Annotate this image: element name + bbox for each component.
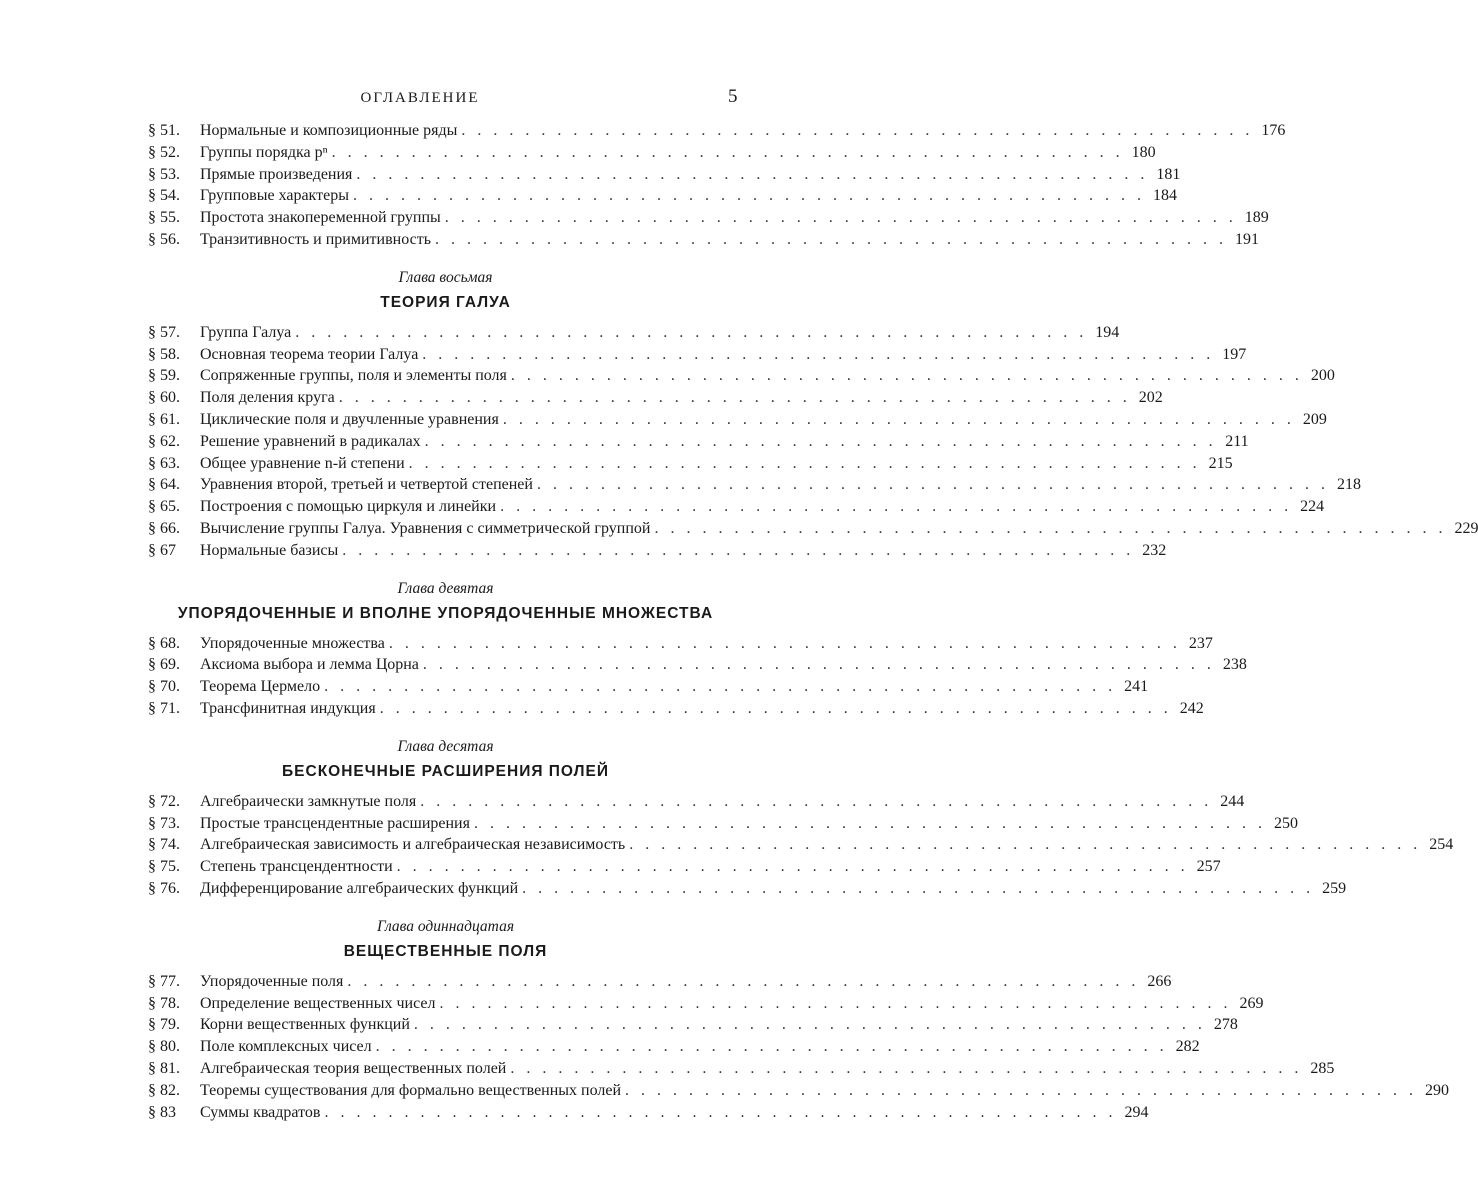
- toc-chapter-block: [148, 917, 1450, 1126]
- dot-leader: . . . . . . . . . . . . . . . . . . . . . . . . . . . . . . . . . . . . . . . . . . . . . . . . . .: [379, 699, 1172, 717]
- chapter-subtitle: Глава десятая: [397, 737, 494, 755]
- toc-entry[interactable]: [148, 122, 1286, 144]
- section-number: § 72.: [148, 792, 180, 810]
- section-number: § 63.: [148, 454, 180, 472]
- section-number: § 83: [148, 1103, 176, 1121]
- section-title: Решение уравнений в радикалах: [200, 432, 421, 450]
- section-page-number: 269: [1239, 994, 1264, 1012]
- section-number: § 51.: [148, 122, 180, 139]
- section-page-number: 211: [1225, 432, 1249, 450]
- section-page-number: 197: [1222, 345, 1247, 363]
- section-page-number: 215: [1208, 454, 1233, 472]
- toc-entry[interactable]: [148, 634, 1213, 657]
- dot-leader: . . . . . . . . . . . . . . . . . . . . . . . . . . . . . . . . . . . . . . . . . . . . . . . . . .: [461, 122, 1254, 139]
- dot-leader: . . . . . . . . . . . . . . . . . . . . . . . . . . . . . . . . . . . . . . . . . . . . . . . . . .: [424, 432, 1217, 450]
- toc-chapter-block: [148, 122, 1286, 253]
- section-number: § 78.: [148, 994, 180, 1012]
- section-number: § 60.: [148, 389, 180, 407]
- section-title: Поля деления круга: [200, 389, 335, 407]
- section-number: § 57.: [148, 323, 180, 341]
- section-number: § 76.: [148, 879, 180, 897]
- toc-entry[interactable]: [148, 209, 1269, 231]
- section-page-number: 254: [1429, 836, 1454, 854]
- section-title: Групповые характеры: [200, 187, 349, 205]
- dot-leader: . . . . . . . . . . . . . . . . . . . . . . . . . . . . . . . . . . . . . . . . . . . . . . . . . .: [444, 209, 1237, 227]
- toc-entry[interactable]: [148, 519, 1478, 542]
- section-title: Аксиома выбора и лемма Цорна: [200, 656, 419, 674]
- toc-chapter-block: [148, 737, 1454, 902]
- section-page-number: 180: [1131, 143, 1156, 161]
- section-title: Суммы квадратов: [200, 1103, 321, 1121]
- section-title: Алгебраическая зависимость и алгебраическая независимость: [200, 836, 626, 854]
- toc-entry[interactable]: [148, 1016, 1238, 1038]
- toc-entry[interactable]: [148, 699, 1204, 722]
- dot-leader: . . . . . . . . . . . . . . . . . . . . . . . . . . . . . . . . . . . . . . . . . . . . . . . . . .: [331, 143, 1124, 161]
- section-page-number: 244: [1220, 792, 1245, 810]
- section-page-number: 290: [1425, 1081, 1450, 1099]
- section-page-number: 184: [1152, 187, 1177, 205]
- section-number: § 64.: [148, 476, 180, 494]
- dot-leader: . . . . . . . . . . . . . . . . . . . . . . . . . . . . . . . . . . . . . . . . . . . . . . . . . .: [324, 678, 1117, 696]
- section-number: § 77.: [148, 972, 180, 990]
- dot-leader: . . . . . . . . . . . . . . . . . . . . . . . . . . . . . . . . . . . . . . . . . . . . . . . . . .: [629, 836, 1422, 854]
- section-title: Группа Галуа: [200, 323, 292, 341]
- toc-entry[interactable]: [148, 432, 1249, 455]
- dot-leader: . . . . . . . . . . . . . . . . . . . . . . . . . . . . . . . . . . . . . . . . . . . . . . . . . .: [625, 1081, 1418, 1099]
- chapter-title: ТЕОРИЯ ГАЛУА: [380, 293, 511, 311]
- toc-entry[interactable]: [148, 454, 1233, 477]
- toc-entry[interactable]: [148, 678, 1149, 700]
- section-number: § 67: [148, 541, 176, 559]
- dot-leader: . . . . . . . . . . . . . . . . . . . . . . . . . . . . . . . . . . . . . . . . . . . . . . . . . .: [435, 230, 1228, 248]
- chapter-title: БЕСКОНЕЧНЫЕ РАСШИРЕНИЯ ПОЛЕЙ: [282, 762, 609, 780]
- dot-leader: . . . . . . . . . . . . . . . . . . . . . . . . . . . . . . . . . . . . . . . . . . . . . . . . . .: [522, 879, 1315, 897]
- chapter-title: ВЕЩЕСТВЕННЫЕ ПОЛЯ: [343, 942, 548, 960]
- section-number: § 82.: [148, 1081, 180, 1099]
- section-number: § 69.: [148, 656, 180, 674]
- section-number: § 53.: [148, 165, 180, 183]
- dot-leader: . . . . . . . . . . . . . . . . . . . . . . . . . . . . . . . . . . . . . . . . . . . . . . . . . .: [408, 454, 1201, 472]
- toc-entry[interactable]: [148, 879, 1347, 902]
- toc-entry[interactable]: [148, 165, 1181, 188]
- section-title: Транзитивность и примитивность: [200, 230, 432, 248]
- section-title: Вычисление группы Галуа. Уравнения с симметрической группой: [200, 519, 651, 537]
- section-page-number: 285: [1310, 1059, 1335, 1077]
- toc-entry[interactable]: [148, 972, 1172, 995]
- section-page-number: 218: [1336, 476, 1361, 494]
- chapter-subtitle: Глава девятая: [397, 579, 494, 597]
- section-page-number: 202: [1138, 389, 1163, 407]
- section-page-number: 209: [1302, 410, 1327, 428]
- section-number: § 79.: [148, 1016, 180, 1034]
- section-number: § 56.: [148, 230, 180, 248]
- section-number: § 62.: [148, 432, 180, 450]
- section-title: Трансфинитная индукция: [200, 699, 376, 717]
- section-page-number: 259: [1322, 879, 1347, 897]
- section-title: Уравнения второй, третьей и четвертой степеней: [200, 476, 533, 494]
- section-title: Группы порядка pⁿ: [200, 143, 328, 161]
- dot-leader: . . . . . . . . . . . . . . . . . . . . . . . . . . . . . . . . . . . . . . . . . . . . . . . . . .: [422, 656, 1215, 674]
- section-page-number: 237: [1188, 634, 1213, 652]
- section-number: § 74.: [148, 836, 180, 854]
- toc-entry[interactable]: [148, 994, 1264, 1017]
- section-page-number: 266: [1147, 972, 1172, 990]
- section-title: Определение вещественных чисел: [200, 994, 436, 1012]
- section-number: § 54.: [148, 187, 180, 205]
- dot-leader: . . . . . . . . . . . . . . . . . . . . . . . . . . . . . . . . . . . . . . . . . . . . . . . . . .: [420, 792, 1213, 810]
- section-page-number: 232: [1142, 541, 1167, 559]
- section-page-number: 194: [1095, 323, 1120, 341]
- section-title: Алгебраическая теория вещественных полей: [200, 1059, 507, 1077]
- section-number: § 55.: [148, 209, 180, 227]
- section-title: Степень трансцендентности: [200, 858, 393, 876]
- dot-leader: . . . . . . . . . . . . . . . . . . . . . . . . . . . . . . . . . . . . . . . . . . . . . . . . . .: [356, 165, 1149, 183]
- section-title: Теоремы существования для формально вещественных полей: [200, 1081, 622, 1099]
- chapter-subtitle: Глава одиннадцатая: [376, 917, 515, 935]
- dot-leader: . . . . . . . . . . . . . . . . . . . . . . . . . . . . . . . . . . . . . . . . . . . . . . . . . .: [473, 814, 1266, 832]
- running-head: ОГЛАВЛЕНИЕ: [360, 90, 480, 106]
- section-title: Общее уравнение n-й степени: [200, 454, 405, 472]
- dot-leader: . . . . . . . . . . . . . . . . . . . . . . . . . . . . . . . . . . . . . . . . . . . . . . . . . .: [500, 498, 1293, 516]
- toc-entry[interactable]: [148, 814, 1298, 837]
- chapter-subtitle: Глава восьмая: [398, 268, 493, 286]
- section-number: § 59.: [148, 367, 180, 385]
- page-header: [0, 86, 840, 110]
- section-title: Корни вещественных функций: [200, 1016, 410, 1034]
- toc-entry[interactable]: [148, 1103, 1149, 1126]
- section-title: Простые трансцендентные расширения: [200, 814, 470, 832]
- dot-leader: . . . . . . . . . . . . . . . . . . . . . . . . . . . . . . . . . . . . . . . . . . . . . . . . . .: [324, 1103, 1117, 1121]
- dot-leader: . . . . . . . . . . . . . . . . . . . . . . . . . . . . . . . . . . . . . . . . . . . . . . . . . .: [510, 367, 1303, 385]
- section-page-number: 278: [1213, 1016, 1238, 1034]
- dot-leader: . . . . . . . . . . . . . . . . . . . . . . . . . . . . . . . . . . . . . . . . . . . . . . . . . .: [352, 187, 1145, 205]
- toc-entry[interactable]: [148, 1059, 1335, 1082]
- section-number: § 58.: [148, 345, 180, 363]
- section-title: Поле комплексных чисел: [200, 1038, 372, 1056]
- section-number: § 61.: [148, 410, 180, 428]
- toc-entry[interactable]: [148, 143, 1156, 166]
- section-number: § 73.: [148, 814, 180, 832]
- section-page-number: 294: [1124, 1103, 1149, 1121]
- dot-leader: . . . . . . . . . . . . . . . . . . . . . . . . . . . . . . . . . . . . . . . . . . . . . . . . . .: [502, 410, 1295, 428]
- section-number: § 81.: [148, 1059, 180, 1077]
- toc-entry[interactable]: [148, 541, 1167, 564]
- section-number: § 68.: [148, 634, 180, 652]
- toc-entry[interactable]: [148, 858, 1221, 880]
- dot-leader: . . . . . . . . . . . . . . . . . . . . . . . . . . . . . . . . . . . . . . . . . . . . . . . . . .: [342, 541, 1135, 559]
- dot-leader: . . . . . . . . . . . . . . . . . . . . . . . . . . . . . . . . . . . . . . . . . . . . . . . . . .: [439, 994, 1232, 1012]
- toc-entry[interactable]: [148, 1038, 1200, 1060]
- section-page-number: 181: [1156, 165, 1181, 183]
- toc-entry[interactable]: [148, 323, 1120, 346]
- toc-entry[interactable]: [148, 498, 1325, 520]
- section-number: § 65.: [148, 498, 180, 516]
- section-title: Построения с помощью циркуля и линейки: [200, 498, 497, 516]
- toc-chapter-block: [148, 268, 1478, 564]
- section-page-number: 282: [1175, 1038, 1200, 1056]
- section-number: § 52.: [148, 143, 180, 161]
- toc-chapter-block: [148, 579, 1247, 722]
- section-title: Циклические поля и двучленные уравнения: [200, 410, 499, 428]
- dot-leader: . . . . . . . . . . . . . . . . . . . . . . . . . . . . . . . . . . . . . . . . . . . . . . . . . .: [295, 323, 1088, 341]
- dot-leader: . . . . . . . . . . . . . . . . . . . . . . . . . . . . . . . . . . . . . . . . . . . . . . . . . .: [510, 1059, 1303, 1077]
- section-page-number: 176: [1261, 122, 1286, 139]
- toc-entry[interactable]: [148, 187, 1177, 209]
- section-page-number: 250: [1273, 814, 1298, 832]
- page-number: 5: [728, 86, 738, 107]
- dot-leader: . . . . . . . . . . . . . . . . . . . . . . . . . . . . . . . . . . . . . . . . . . . . . . . . . .: [338, 389, 1131, 407]
- section-number: § 71.: [148, 699, 180, 717]
- section-title: Упорядоченные поля: [200, 972, 344, 990]
- toc-entry[interactable]: [148, 367, 1335, 389]
- section-title: Нормальные базисы: [200, 541, 339, 559]
- section-number: § 70.: [148, 678, 180, 696]
- section-page-number: 189: [1244, 209, 1269, 227]
- dot-leader: . . . . . . . . . . . . . . . . . . . . . . . . . . . . . . . . . . . . . . . . . . . . . . . . . .: [536, 476, 1329, 494]
- toc-entry[interactable]: [148, 389, 1163, 411]
- section-title: Простота знакопеременной группы: [200, 209, 441, 227]
- section-page-number: 229: [1454, 519, 1478, 537]
- toc-entry[interactable]: [148, 476, 1361, 498]
- dot-leader: . . . . . . . . . . . . . . . . . . . . . . . . . . . . . . . . . . . . . . . . . . . . . . . . . .: [388, 634, 1181, 652]
- toc-entry[interactable]: [148, 656, 1247, 678]
- section-title: Нормальные и композиционные ряды: [200, 122, 458, 139]
- dot-leader: . . . . . . . . . . . . . . . . . . . . . . . . . . . . . . . . . . . . . . . . . . . . . . . . . .: [413, 1016, 1206, 1034]
- section-page-number: 238: [1222, 656, 1247, 674]
- dot-leader: . . . . . . . . . . . . . . . . . . . . . . . . . . . . . . . . . . . . . . . . . . . . . . . . . .: [422, 345, 1215, 363]
- chapter-title: УПОРЯДОЧЕННЫЕ И ВПОЛНЕ УПОРЯДОЧЕННЫЕ МНОЖЕСТВА: [177, 604, 714, 622]
- toc-entry[interactable]: [148, 792, 1245, 815]
- toc-entry[interactable]: [148, 345, 1247, 368]
- section-page-number: 241: [1124, 678, 1149, 696]
- section-title: Дифференцирование алгебраических функций: [200, 879, 519, 897]
- toc-entry[interactable]: [148, 230, 1260, 253]
- toc-entry[interactable]: [148, 410, 1327, 433]
- dot-leader: . . . . . . . . . . . . . . . . . . . . . . . . . . . . . . . . . . . . . . . . . . . . . . . . . .: [347, 972, 1140, 990]
- dot-leader: . . . . . . . . . . . . . . . . . . . . . . . . . . . . . . . . . . . . . . . . . . . . . . . . . .: [375, 1038, 1168, 1056]
- section-title: Теорема Цермело: [200, 678, 321, 696]
- toc-entry[interactable]: [148, 1081, 1450, 1104]
- section-title: Алгебраически замкнутые поля: [200, 792, 417, 810]
- toc-entry[interactable]: [148, 836, 1454, 858]
- section-page-number: 200: [1310, 367, 1335, 385]
- table-of-contents: [148, 122, 1478, 1125]
- dot-leader: . . . . . . . . . . . . . . . . . . . . . . . . . . . . . . . . . . . . . . . . . . . . . . . . . .: [654, 519, 1447, 537]
- dot-leader: . . . . . . . . . . . . . . . . . . . . . . . . . . . . . . . . . . . . . . . . . . . . . . . . . .: [396, 858, 1189, 876]
- section-page-number: 242: [1179, 699, 1204, 717]
- section-number: § 75.: [148, 858, 180, 876]
- section-title: Прямые произведения: [200, 165, 353, 183]
- section-page-number: 191: [1235, 230, 1260, 248]
- section-title: Упорядоченные множества: [200, 634, 385, 652]
- section-number: § 66.: [148, 519, 180, 537]
- section-page-number: 224: [1300, 498, 1325, 516]
- section-page-number: 257: [1196, 858, 1221, 876]
- section-title: Сопряженные группы, поля и элементы поля: [200, 367, 507, 385]
- section-title: Основная теорема теории Галуа: [200, 345, 419, 363]
- section-number: § 80.: [148, 1038, 180, 1056]
